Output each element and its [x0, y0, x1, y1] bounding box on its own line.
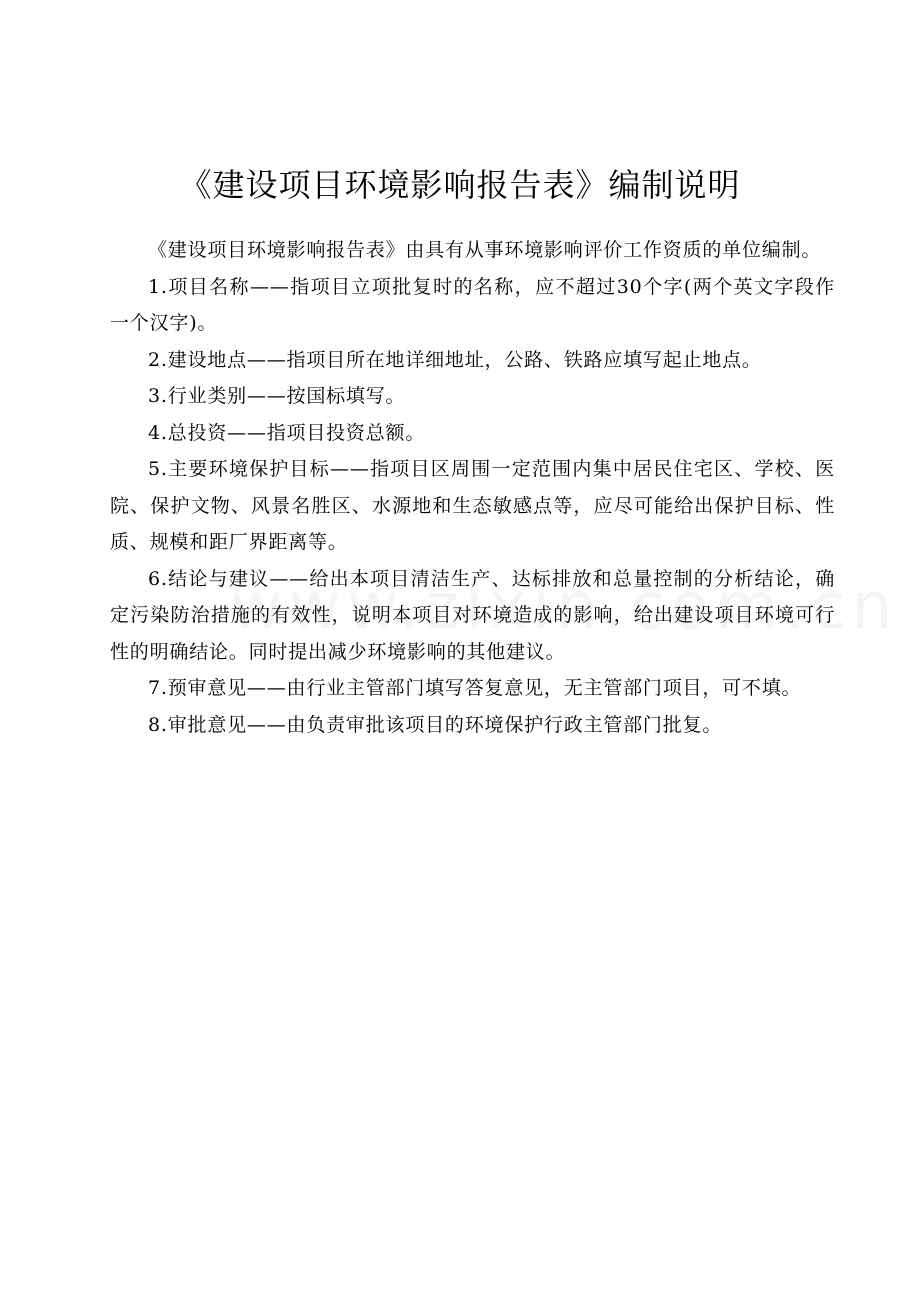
document-body	[110, 232, 835, 743]
item-construction-site: 2.建设地点——指项目所在地详细地址，公路、铁路应填写起止地点。	[148, 348, 762, 371]
item-project-name: 1.项目名称——指项目立项批复时的名称，应不超过30个字(两个英文字段作一个汉字)。	[110, 275, 835, 334]
intro-paragraph: 《建设项目环境影响报告表》由具有从事环境影响评价工作资质的单位编制。	[148, 239, 822, 261]
item-conclusions: 6.结论与建议——给出本项目清洁生产、达标排放和总量控制的分析结论，确定污染防治措施的有效性，说明本项目对环境造成的影响，给出建设项目环境可行性的明确结论。同时提出减少环境影响的其他建议。	[110, 567, 835, 663]
item-protection-targets: 5.主要环境保护目标——指项目区周围一定范围内集中居民住宅区、学校、医院、保护文物、风景名胜区、水源地和生态敏感点等，应尽可能给出保护目标、性质、规模和距厂界距离等。	[110, 458, 835, 553]
item-total-investment: 4.总投资——指项目投资总额。	[148, 421, 426, 444]
document-title: 《建设项目环境影响报告表》编制说明	[179, 166, 741, 204]
item-pre-review: 7.预审意见——由行业主管部门填写答复意见，无主管部门项目，可不填。	[148, 677, 802, 699]
item-approval: 8.审批意见——由负责审批该项目的环境保护行政主管部门批复。	[148, 713, 723, 736]
item-industry-category: 3.行业类别——按国标填写。	[148, 385, 406, 407]
